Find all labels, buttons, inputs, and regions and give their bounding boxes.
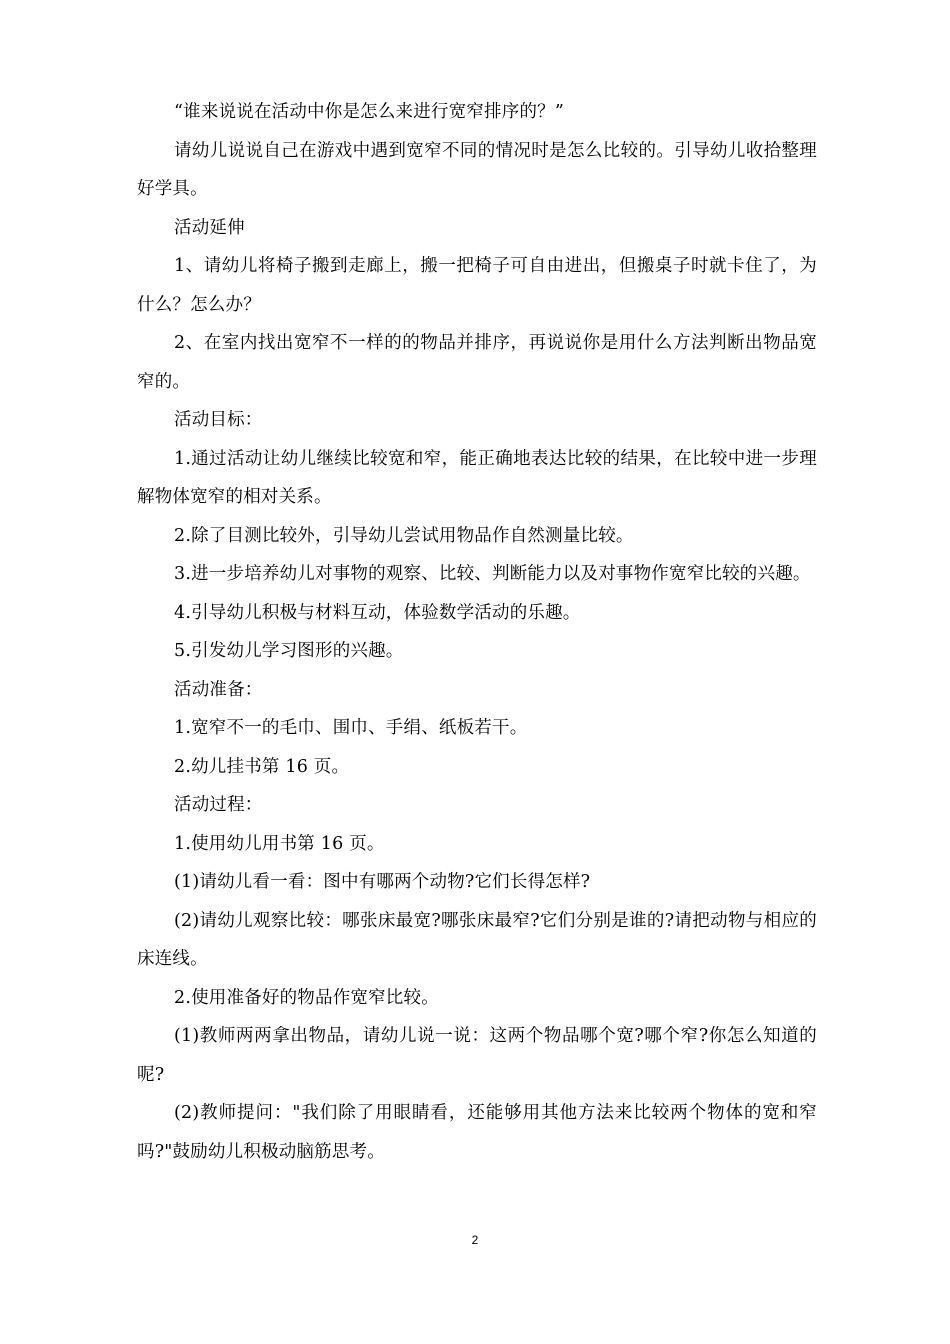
heading-activity-process: 活动过程：: [174, 795, 263, 815]
heading-activity-extension: 活动延伸: [174, 217, 245, 238]
paragraph-process-1-2: (2)请幼儿观察比较：哪张床最宽?哪张床最窄?它们分别是谁的?请把动物与相应的床连线。: [137, 910, 817, 969]
heading-activity-preparation: 活动准备：: [174, 679, 263, 700]
paragraph-extension-1: 1、请幼儿将椅子搬到走廊上，搬一把椅子可自由进出，但搬桌子时就卡住了，为什么？怎么办？: [137, 256, 817, 315]
paragraph-goal-5: 5.引发幼儿学习图形的兴趣。: [174, 641, 404, 661]
paragraph-process-2-1: (1)教师两两拿出物品，请幼儿说一说：这两个物品哪个宽?哪个窄?你怎么知道的呢?: [137, 1026, 817, 1085]
paragraph-goal-3: 3.进一步培养幼儿对事物的观察、比较、判断能力以及对事物作宽窄比较的兴趣。: [174, 564, 811, 584]
paragraph-goal-2: 2.除了目测比较外，引导幼儿尝试用物品作自然测量比较。: [174, 525, 634, 546]
paragraph-quote: “谁来说说在活动中你是怎么来进行宽窄排序的？”: [174, 102, 564, 122]
page-number: 2: [471, 1233, 479, 1247]
paragraph-goal-1: 1.通过活动让幼儿继续比较宽和窄，能正确地表达比较的结果，在比较中进一步理解物体宽窄的相对关系。: [137, 448, 817, 507]
paragraph-discussion: 请幼儿说说自己在游戏中遇到宽窄不同的情况时是怎么比较的。引导幼儿收拾整理好学具。: [137, 140, 817, 199]
paragraph-preparation-2: 2.幼儿挂书第 16 页。: [174, 756, 350, 777]
heading-activity-goals: 活动目标：: [174, 410, 263, 430]
paragraph-process-2-2: (2)教师提问："我们除了用眼睛看，还能够用其他方法来比较两个物体的宽和窄吗?"鼓励幼儿积极动脑筋思考。: [137, 1103, 817, 1162]
paragraph-process-2: 2.使用准备好的物品作宽窄比较。: [174, 987, 439, 1008]
paragraph-extension-2: 2、在室内找出宽窄不一样的的物品并排序，再说说你是用什么方法判断出物品宽窄的。: [137, 333, 817, 392]
paragraph-process-1-1: (1)请幼儿看一看：图中有哪两个动物?它们长得怎样?: [174, 872, 591, 892]
paragraph-process-1: 1.使用幼儿用书第 16 页。: [174, 833, 385, 854]
paragraph-preparation-1: 1.宽窄不一的毛巾、围巾、手绢、纸板若干。: [174, 718, 528, 738]
paragraph-goal-4: 4.引导幼儿积极与材料互动，体验数学活动的乐趣。: [174, 602, 581, 623]
document-body: [137, 93, 817, 1171]
